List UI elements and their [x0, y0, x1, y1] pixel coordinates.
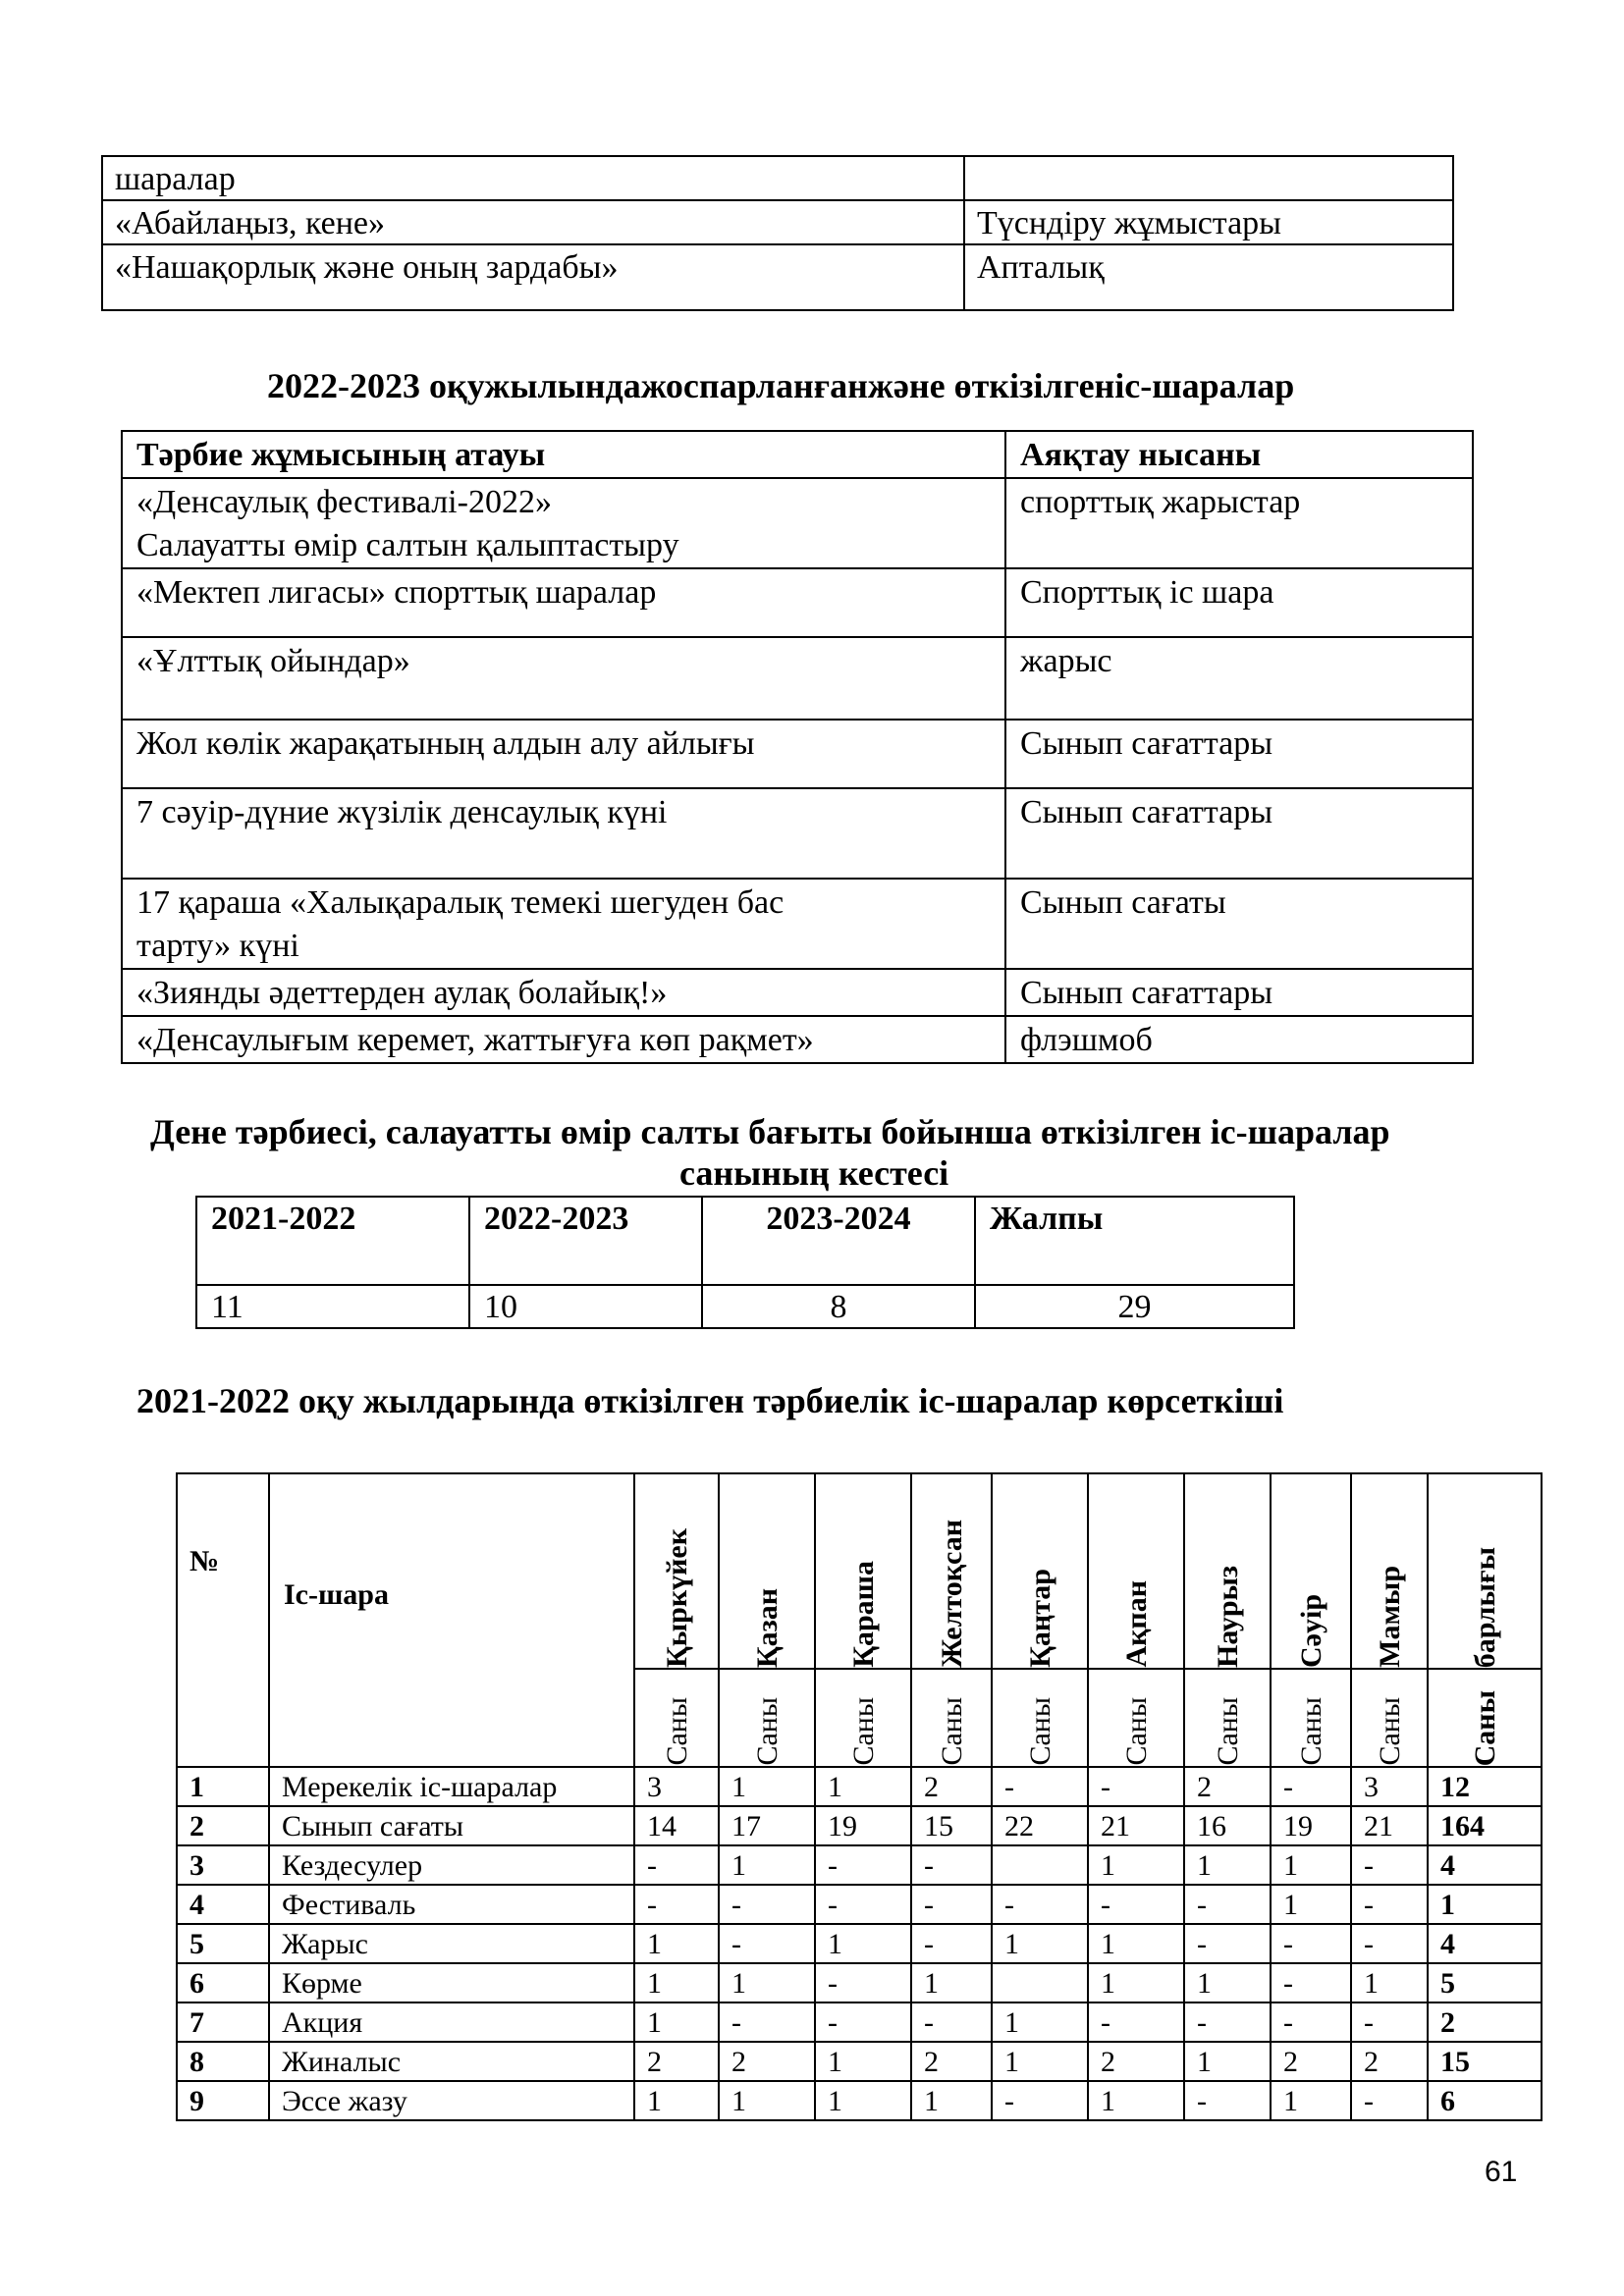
row-number: 1 [177, 1767, 269, 1806]
month-header-december [911, 1473, 992, 1669]
month-count: 2 [634, 2042, 719, 2081]
month-count: 2 [1088, 2042, 1184, 2081]
month-count: 21 [1088, 1806, 1184, 1845]
row-total: 6 [1428, 2081, 1542, 2120]
section-heading: 2021-2022 оқу жылдарында өткізілген тәрбиелік іс-шаралар көрсеткіші [136, 1381, 1284, 1420]
month-count: 2 [719, 2042, 815, 2081]
row-number: 6 [177, 1963, 269, 2002]
table-cell: Түсндіру жұмыстары [964, 200, 1453, 244]
month-header-april [1271, 1473, 1351, 1669]
cell-line: Салауатты өмір салтын қалыптастыру [136, 527, 679, 563]
month-count: 1 [634, 1963, 719, 2002]
table-cell: 8 [702, 1285, 975, 1328]
section-heading-continued: санының кестесі [679, 1153, 949, 1193]
month-count: - [1184, 2002, 1271, 2042]
table-cell: Жол көлік жарақатының алдын алу айлығы [122, 720, 1005, 788]
count-subheader [1088, 1669, 1184, 1767]
count-label: Саны [1294, 1697, 1327, 1766]
event-name: Жарыс [269, 1924, 634, 1963]
row-total: 4 [1428, 1845, 1542, 1885]
table-cell: Сынып сағаты [1005, 879, 1473, 969]
month-count: 1 [992, 2042, 1088, 2081]
table-row [122, 1016, 1473, 1063]
table-row [102, 156, 1453, 200]
month-count: - [992, 1885, 1088, 1924]
month-count: - [1184, 1885, 1271, 1924]
month-count: - [815, 1885, 911, 1924]
month-count: 3 [1351, 1767, 1428, 1806]
month-count: - [1271, 1767, 1351, 1806]
event-name: Кездесулер [269, 1845, 634, 1885]
month-header-march [1184, 1473, 1271, 1669]
month-label: Мамыр [1373, 1566, 1406, 1668]
row-number: 4 [177, 1885, 269, 1924]
table-cell [964, 156, 1453, 200]
month-count: 2 [1184, 1767, 1271, 1806]
month-count: 1 [1184, 2042, 1271, 2081]
row-total: 164 [1428, 1806, 1542, 1845]
month-header-january [992, 1473, 1088, 1669]
table-body [177, 1767, 1542, 2120]
month-count: 1 [1351, 1963, 1428, 2002]
table-header-row [122, 431, 1473, 478]
month-count: - [911, 1885, 992, 1924]
table-cell: спорттық жарыстар [1005, 478, 1473, 568]
table-cell: Спорттық іс шара [1005, 568, 1473, 637]
table-row [196, 1285, 1294, 1328]
table-cell: 29 [975, 1285, 1294, 1328]
month-count: 1 [815, 1924, 911, 1963]
event-name: Фестиваль [269, 1885, 634, 1924]
month-count: - [1271, 1924, 1351, 1963]
table-cell: 10 [469, 1285, 702, 1328]
row-number: 5 [177, 1924, 269, 1963]
month-count: 1 [719, 1963, 815, 2002]
month-count: 1 [1088, 1845, 1184, 1885]
continuation-table [101, 155, 1454, 311]
month-count: - [1184, 1924, 1271, 1963]
month-count: - [1088, 1885, 1184, 1924]
month-count: 1 [1184, 1845, 1271, 1885]
table-cell: «Нашақорлық және оның зардабы» [102, 244, 964, 310]
count-subheader [1271, 1669, 1351, 1767]
month-count: - [911, 1845, 992, 1885]
month-label: Желтоқсан [935, 1520, 968, 1668]
month-count: 1 [815, 2042, 911, 2081]
row-number: 3 [177, 1845, 269, 1885]
count-label: Саны [750, 1697, 784, 1766]
month-count: - [1271, 2002, 1351, 2042]
table-cell: 11 [196, 1285, 469, 1328]
month-count: - [992, 1767, 1088, 1806]
table-header-row [196, 1197, 1294, 1285]
count-label: Саны [1211, 1697, 1244, 1766]
month-count: 2 [911, 1767, 992, 1806]
table-cell: Сынып сағаттары [1005, 788, 1473, 879]
count-subheader [634, 1669, 719, 1767]
month-label: Қараша [846, 1561, 880, 1668]
month-label: Сәуір [1294, 1594, 1327, 1668]
count-subheader [1428, 1669, 1542, 1767]
month-count: 19 [1271, 1806, 1351, 1845]
month-count: 16 [1184, 1806, 1271, 1845]
month-count: - [815, 1845, 911, 1885]
month-count: - [1088, 2002, 1184, 2042]
table-row [177, 2002, 1542, 2042]
table-row [122, 568, 1473, 637]
month-count: 1 [1088, 1924, 1184, 1963]
month-label: Ақпан [1119, 1580, 1153, 1668]
table-cell: Сынып сағаттары [1005, 969, 1473, 1016]
section-heading: 2022-2023 оқужылындажоспарланғанжәне өткізілгеніс-шаралар [267, 366, 1295, 405]
month-header-row [177, 1473, 1542, 1669]
table-row [122, 478, 1473, 568]
count-label: Саны [846, 1697, 880, 1766]
table-row [102, 244, 1453, 310]
month-count: 21 [1351, 1806, 1428, 1845]
month-count: - [815, 2002, 911, 2042]
row-total: 5 [1428, 1963, 1542, 2002]
row-total: 4 [1428, 1924, 1542, 1963]
event-name: Мерекелік іс-шаралар [269, 1767, 634, 1806]
table-cell: «Зиянды әдеттерден аулақ болайық!» [122, 969, 1005, 1016]
table-row [177, 1924, 1542, 1963]
table-cell [122, 478, 1005, 568]
table-row [177, 2081, 1542, 2120]
month-count: 14 [634, 1806, 719, 1845]
month-label: Қаңтар [1023, 1569, 1056, 1668]
table-cell: жарыс [1005, 637, 1473, 720]
count-subheader [719, 1669, 815, 1767]
page-number: 61 [1485, 2156, 1518, 2188]
month-count: 19 [815, 1806, 911, 1845]
column-header: Аяқтау нысаны [1005, 431, 1473, 478]
table-row [177, 1885, 1542, 1924]
total-header [1428, 1473, 1542, 1669]
month-count: 1 [911, 2081, 992, 2120]
month-count: 1 [992, 1924, 1088, 1963]
month-header-september [634, 1473, 719, 1669]
row-number: 9 [177, 2081, 269, 2120]
month-count: 1 [634, 2002, 719, 2042]
month-header-february [1088, 1473, 1184, 1669]
column-header: Жалпы [975, 1197, 1294, 1285]
month-count: - [1184, 2081, 1271, 2120]
row-total: 15 [1428, 2042, 1542, 2081]
count-label: Саны [1373, 1697, 1406, 1766]
event-name: Сынып сағаты [269, 1806, 634, 1845]
monthly-events-table [176, 1472, 1543, 2121]
month-count: - [634, 1885, 719, 1924]
month-header-october [719, 1473, 815, 1669]
table-row [177, 2042, 1542, 2081]
event-name: Жиналыс [269, 2042, 634, 2081]
table-row [122, 788, 1473, 879]
row-total: 2 [1428, 2002, 1542, 2042]
table-row [177, 1806, 1542, 1845]
table-row [122, 637, 1473, 720]
table-row [177, 1845, 1542, 1885]
month-count: - [1351, 2002, 1428, 2042]
month-count: 1 [815, 2081, 911, 2120]
event-name: Эссе жазу [269, 2081, 634, 2120]
month-count: 2 [911, 2042, 992, 2081]
month-count: 15 [911, 1806, 992, 1845]
row-number: 8 [177, 2042, 269, 2081]
summary-table [195, 1196, 1295, 1329]
month-count: 1 [911, 1963, 992, 2002]
column-header: Тәрбие жұмысының атауы [122, 431, 1005, 478]
table-cell: Сынып сағаттары [1005, 720, 1473, 788]
month-count [992, 1963, 1088, 2002]
table-cell: «Абайлаңыз, кене» [102, 200, 964, 244]
month-count: 1 [992, 2002, 1088, 2042]
month-count: 2 [1351, 2042, 1428, 2081]
month-count: - [634, 1845, 719, 1885]
table-row [122, 720, 1473, 788]
table-row [122, 879, 1473, 969]
month-count: - [1351, 1924, 1428, 1963]
month-count: - [1351, 1845, 1428, 1885]
table-cell [122, 879, 1005, 969]
column-header: 2021-2022 [196, 1197, 469, 1285]
month-count: - [719, 1924, 815, 1963]
month-header-may [1351, 1473, 1428, 1669]
row-total: 12 [1428, 1767, 1542, 1806]
month-count: 1 [719, 1767, 815, 1806]
month-count: - [1088, 1767, 1184, 1806]
month-count: 1 [634, 1924, 719, 1963]
month-count: - [1271, 1963, 1351, 2002]
table-row [102, 200, 1453, 244]
month-count: - [815, 1963, 911, 2002]
month-label: Қыркүйек [660, 1527, 693, 1668]
count-label: Саны [660, 1697, 693, 1766]
month-count: 1 [719, 2081, 815, 2120]
event-name: Акция [269, 2002, 634, 2042]
month-count: 1 [1271, 1845, 1351, 1885]
month-count: 1 [1271, 1885, 1351, 1924]
month-count: 3 [634, 1767, 719, 1806]
month-count: 2 [1271, 2042, 1351, 2081]
total-label: барлығы [1468, 1546, 1501, 1668]
count-subheader [911, 1669, 992, 1767]
month-count: 1 [815, 1767, 911, 1806]
row-total: 1 [1428, 1885, 1542, 1924]
section-heading: Дене тәрбиесі, салауатты өмір салты бағыты бойынша өткізілген іс-шаралар [150, 1112, 1390, 1151]
month-count: 1 [1271, 2081, 1351, 2120]
column-header: 2022-2023 [469, 1197, 702, 1285]
column-header: 2023-2024 [702, 1197, 975, 1285]
count-label: Саны [935, 1697, 968, 1766]
month-count: 1 [719, 1845, 815, 1885]
count-subheader [992, 1669, 1088, 1767]
month-count: - [719, 1885, 815, 1924]
table-cell: «Мектеп лигасы» спорттық шаралар [122, 568, 1005, 637]
month-count: 22 [992, 1806, 1088, 1845]
row-number: 2 [177, 1806, 269, 1845]
table-row [177, 1963, 1542, 2002]
number-header: № [177, 1473, 269, 1767]
month-header-november [815, 1473, 911, 1669]
table-cell: «Денсаулығым керемет, жаттығуға көп рақмет» [122, 1016, 1005, 1063]
cell-line: 17 қараша «Халықаралық темекі шегуден бас [136, 884, 785, 921]
table-cell: «Ұлттық ойындар» [122, 637, 1005, 720]
month-count: - [1351, 2081, 1428, 2120]
month-count: 1 [1088, 1963, 1184, 2002]
table-cell: шаралар [102, 156, 964, 200]
month-label: Наурыз [1211, 1566, 1244, 1668]
month-count: 1 [1184, 1963, 1271, 2002]
month-count: - [1351, 1885, 1428, 1924]
month-count [992, 1845, 1088, 1885]
count-subheader [1184, 1669, 1271, 1767]
month-count: - [911, 1924, 992, 1963]
cell-line: тарту» күні [136, 928, 299, 964]
count-label: Саны [1023, 1697, 1056, 1766]
month-count: - [719, 2002, 815, 2042]
count-label: Саны [1119, 1697, 1153, 1766]
month-count: - [992, 2081, 1088, 2120]
table-cell: флэшмоб [1005, 1016, 1473, 1063]
month-count: - [911, 2002, 992, 2042]
row-number: 7 [177, 2002, 269, 2042]
events-table [121, 430, 1474, 1064]
cell-line: «Денсаулық фестивалі-2022» [136, 484, 552, 520]
table-cell: 7 сәуір-дүние жүзілік денсаулық күні [122, 788, 1005, 879]
month-count: 17 [719, 1806, 815, 1845]
month-count: 1 [1088, 2081, 1184, 2120]
count-subheader [815, 1669, 911, 1767]
count-label: Саны [1468, 1689, 1501, 1766]
event-header: Іс-шара [269, 1473, 634, 1767]
count-subheader [1351, 1669, 1428, 1767]
table-cell: Апталық [964, 244, 1453, 310]
table-row [122, 969, 1473, 1016]
month-label: Қазан [750, 1587, 784, 1668]
table-row [177, 1767, 1542, 1806]
month-count: 1 [634, 2081, 719, 2120]
event-name: Көрме [269, 1963, 634, 2002]
